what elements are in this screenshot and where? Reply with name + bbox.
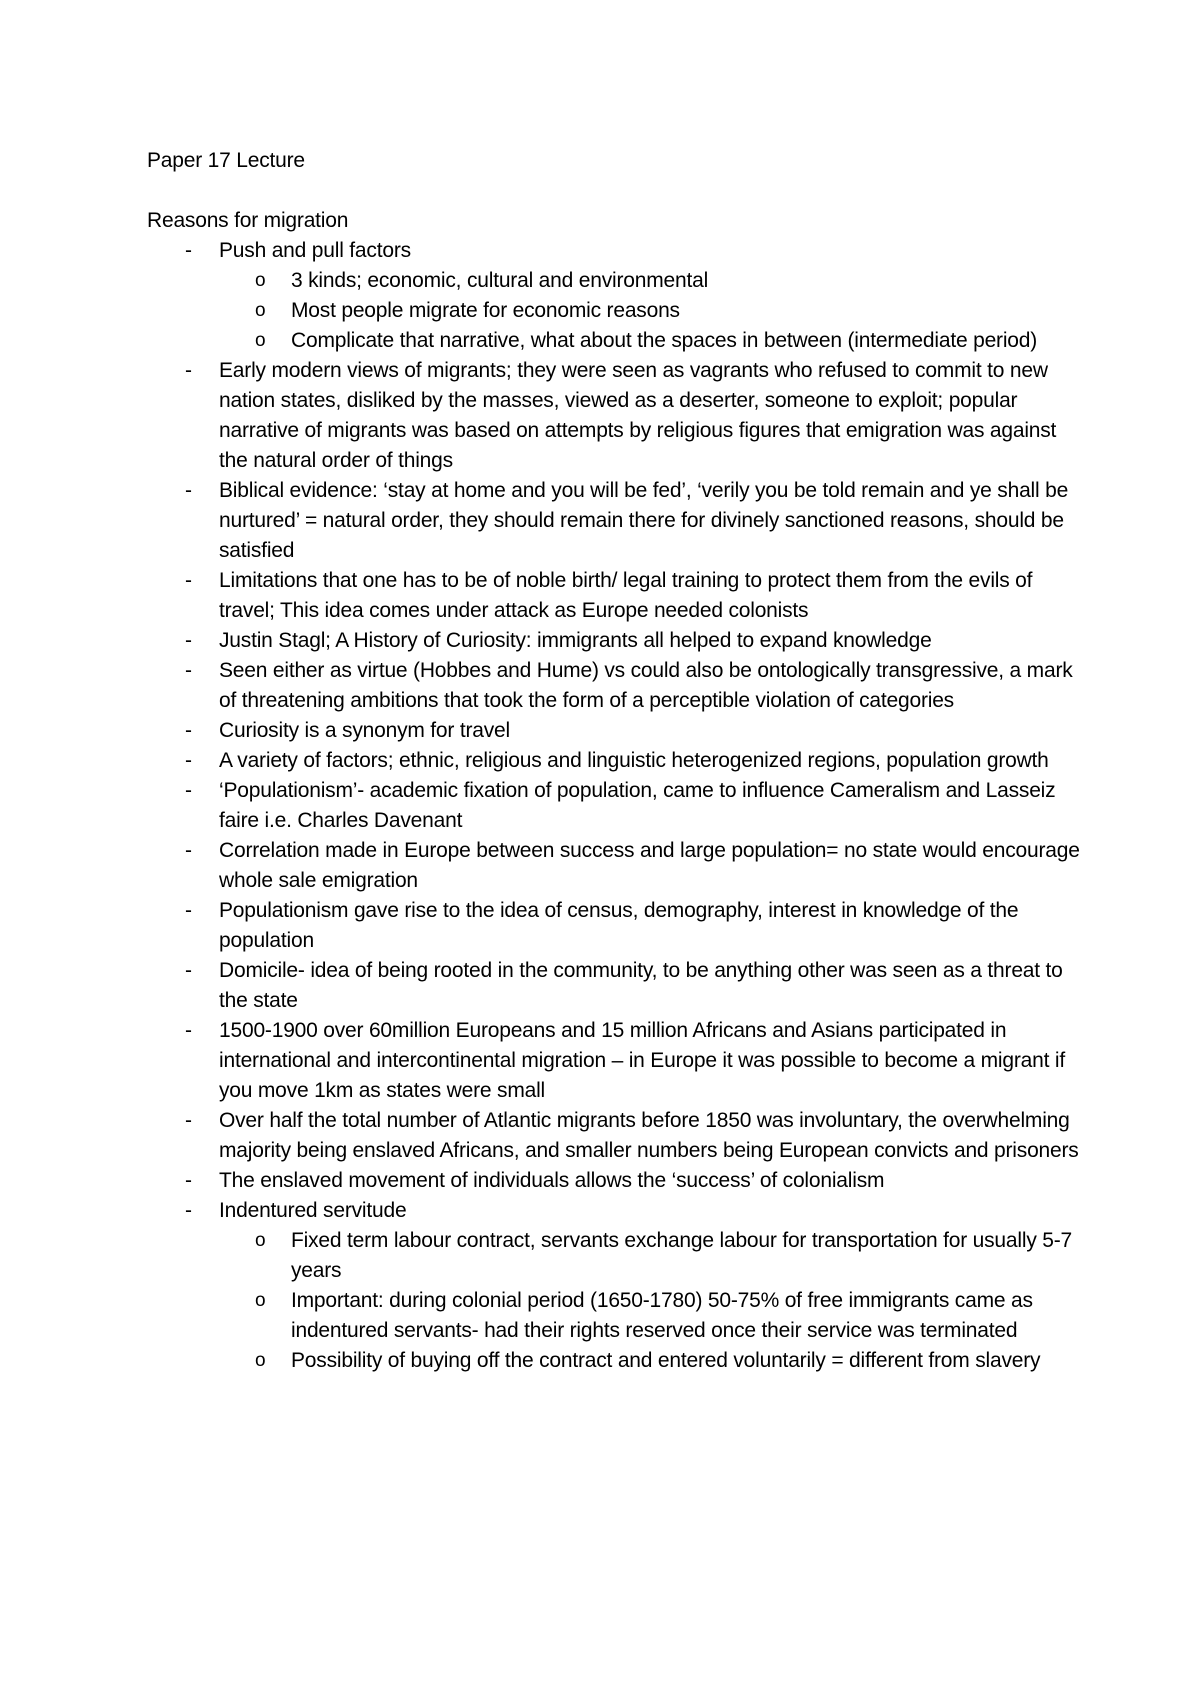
list-item-text: 1500-1900 over 60million Europeans and 15 million Africans and Asians participated in international and intercontinental migration – in Europe it was possible to become a migrant if you move 1km as states were small: [219, 1019, 1065, 1102]
list-item: [147, 236, 1087, 356]
sub-bullet-marker: o: [255, 270, 266, 291]
list-item-text: Curiosity is a synonym for travel: [219, 719, 510, 742]
bullet-marker: -: [185, 359, 192, 382]
list-item: [147, 776, 1087, 836]
list-item: [147, 1016, 1087, 1106]
list-item-text: A variety of factors; ethnic, religious and linguistic heterogenized regions, population growth: [219, 749, 1049, 772]
document-title: Paper 17 Lecture: [147, 149, 305, 172]
sub-list-item: [219, 1346, 1087, 1376]
list-item-text: Limitations that one has to be of noble birth/ legal training to protect them from the evils of travel; This idea comes under attack as Europe needed colonists: [219, 569, 1033, 622]
sub-bullet-marker: o: [255, 1230, 266, 1251]
list-item-text: Push and pull factors: [219, 239, 411, 262]
bullet-marker: -: [185, 959, 192, 982]
bullet-marker: -: [185, 1019, 192, 1042]
list-item-text: Over half the total number of Atlantic migrants before 1850 was involuntary, the overwhelming majority being enslaved Africans, and smaller numbers being European convicts and prisoners: [219, 1109, 1079, 1162]
bullet-list: [147, 236, 1087, 1376]
document-body: [147, 146, 1087, 1376]
bullet-marker: -: [185, 659, 192, 682]
list-item: [147, 956, 1087, 1016]
bullet-marker: -: [185, 479, 192, 502]
sub-list-item-text: Complicate that narrative, what about the spaces in between (intermediate period): [291, 329, 1038, 352]
sub-list-item: [219, 266, 1087, 296]
sub-list-item: [219, 1286, 1087, 1346]
list-item: [147, 1196, 1087, 1376]
bullet-marker: -: [185, 1199, 192, 1222]
list-item-text: Domicile- idea of being rooted in the community, to be anything other was seen as a threat to the state: [219, 959, 1063, 1012]
sub-bullet-marker: o: [255, 1290, 266, 1311]
section-heading: Reasons for migration: [147, 209, 349, 232]
sub-list-item: [219, 1226, 1087, 1286]
bullet-marker: -: [185, 1169, 192, 1192]
list-item-text: Early modern views of migrants; they were seen as vagrants who refused to commit to new nation states, disliked by the masses, viewed as a deserter, someone to exploit; popular narrative of migrants was based on attempts by religious figures that emigration was against the natural order of things: [219, 359, 1057, 472]
sub-list-item-text: Most people migrate for economic reasons: [291, 299, 680, 322]
sub-bullet-marker: o: [255, 330, 266, 351]
list-item: [147, 356, 1087, 476]
list-item: [147, 716, 1087, 746]
bullet-marker: -: [185, 779, 192, 802]
sub-bullet-marker: o: [255, 1350, 266, 1371]
list-item-text: Correlation made in Europe between success and large population= no state would encourage whole sale emigration: [219, 839, 1080, 892]
list-item-text: Biblical evidence: ‘stay at home and you will be fed’, ‘verily you be told remain and ye shall be nurtured’ = natural order, they should remain there for divinely sanctioned reasons, should be satisfied: [219, 479, 1069, 562]
list-item-text: Indentured servitude: [219, 1199, 407, 1222]
sub-list-item-text: 3 kinds; economic, cultural and environmental: [291, 269, 709, 292]
list-item: [147, 896, 1087, 956]
list-item: [147, 1106, 1087, 1166]
list-item: [147, 836, 1087, 896]
list-item-text: Justin Stagl; A History of Curiosity: immigrants all helped to expand knowledge: [219, 629, 932, 652]
list-item-text: The enslaved movement of individuals allows the ‘success’ of colonialism: [219, 1169, 885, 1192]
bullet-marker: -: [185, 569, 192, 592]
sub-list-item-text: Fixed term labour contract, servants exchange labour for transportation for usually 5-7 years: [291, 1229, 1073, 1282]
sub-bullet-list: [219, 1226, 1087, 1376]
list-item: [147, 1166, 1087, 1196]
bullet-marker: -: [185, 899, 192, 922]
list-item: [147, 656, 1087, 716]
list-item: [147, 746, 1087, 776]
list-item-text: ‘Populationism’- academic fixation of population, came to influence Cameralism and Lasseiz faire i.e. Charles Davenant: [219, 779, 1056, 832]
blank-line: [147, 176, 1087, 206]
bullet-marker: -: [185, 629, 192, 652]
bullet-marker: -: [185, 749, 192, 772]
bullet-marker: -: [185, 839, 192, 862]
list-item-text: Populationism gave rise to the idea of census, demography, interest in knowledge of the population: [219, 899, 1019, 952]
list-item: [147, 476, 1087, 566]
sub-list-item-text: Possibility of buying off the contract and entered voluntarily = different from slavery: [291, 1349, 1041, 1372]
bullet-marker: -: [185, 1109, 192, 1132]
list-item: [147, 566, 1087, 626]
sub-list-item: [219, 326, 1087, 356]
list-item-text: Seen either as virtue (Hobbes and Hume) vs could also be ontologically transgressive, a mark of threatening ambitions that took the form of a perceptible violation of categories: [219, 659, 1073, 712]
sub-bullet-list: [219, 266, 1087, 356]
sub-list-item-text: Important: during colonial period (1650-1780) 50-75% of free immigrants came as indentured servants- had their rights reserved once their service was terminated: [291, 1289, 1033, 1342]
sub-list-item: [219, 296, 1087, 326]
list-item: [147, 626, 1087, 656]
sub-bullet-marker: o: [255, 300, 266, 321]
bullet-marker: -: [185, 239, 192, 262]
bullet-marker: -: [185, 719, 192, 742]
